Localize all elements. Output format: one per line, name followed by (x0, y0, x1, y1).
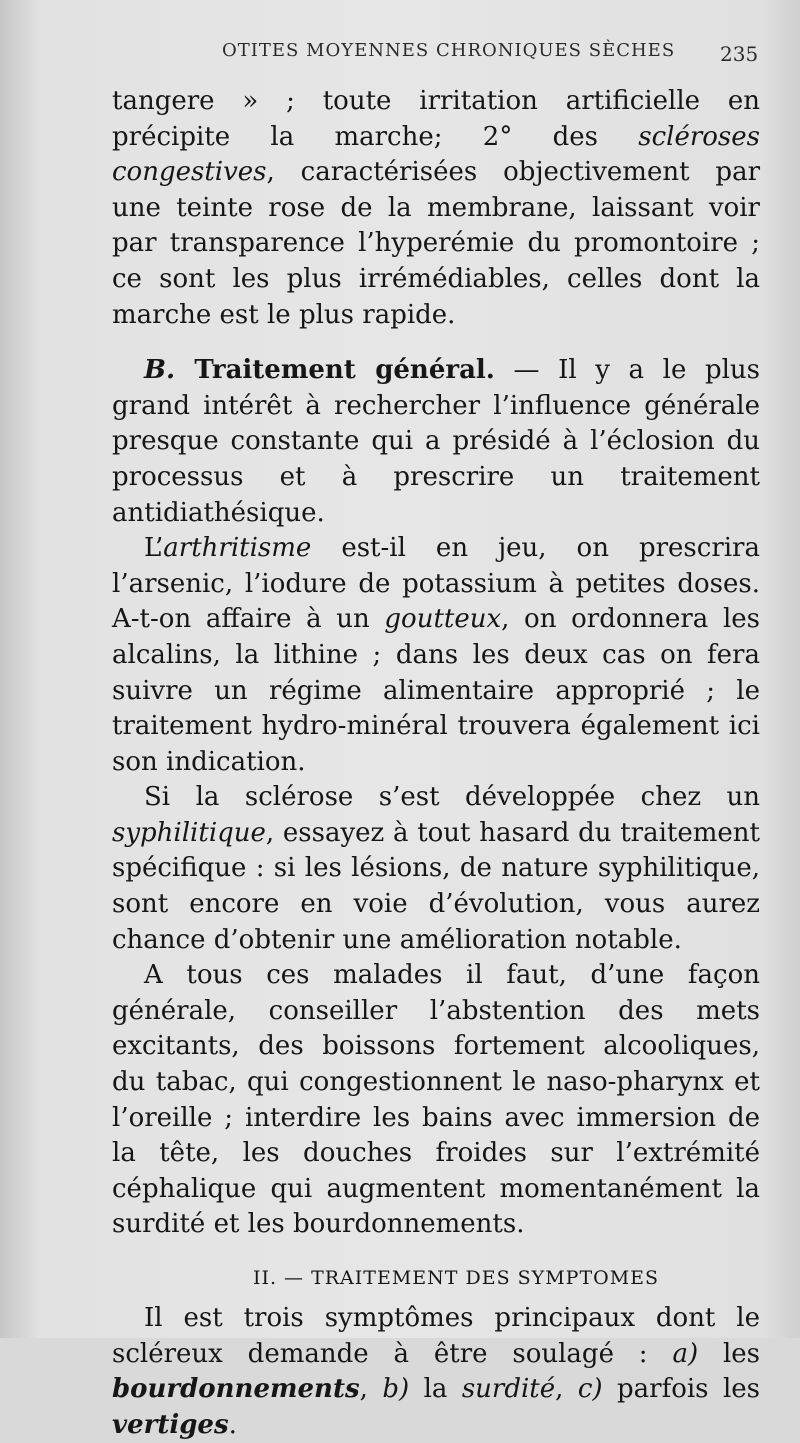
subsection-title: Traitement général. (175, 355, 495, 386)
text-run: est-il en jeu, on prescrira l’arsenic, l’iodure de potassium à petites doses. A-t-on affaire à un (112, 533, 760, 635)
italic-term: arthritisme (163, 533, 312, 564)
section-heading: II. — TRAITEMENT DES SYMPTOMES (252, 1267, 660, 1289)
italic-term: goutteux (384, 604, 502, 635)
italic-term: syphilitique (112, 817, 266, 848)
italic-term: bourdonnements (112, 1374, 360, 1405)
running-title: OTITES MOYENNES CHRONIQUES SÈCHES (222, 40, 676, 61)
paragraph-syphilitic (112, 780, 760, 958)
text-run: . (228, 1409, 237, 1440)
italic-term: vertiges (112, 1409, 229, 1440)
paragraph-arthritism (112, 531, 760, 780)
page-number: 235 (720, 42, 759, 66)
section-letter: B. (144, 355, 176, 386)
text-run: , essayez à tout hasard du traitement spécifique : si les lésions, de nature syphilitique, sont encore en voie d’évolution, vous aurez chance d’obtenir une amélioration notable. (112, 817, 760, 955)
italic-term: a) (672, 1338, 699, 1369)
italic-term: b) (382, 1374, 410, 1405)
page-header (0, 40, 800, 74)
text-run: , caractérisées objectivement par une teinte rose de la membrane, laissant voir par transparence l’hyperémie du promontoire ; ce sont les plus irrémédiables, celles dont la marche est le plus rapide. (112, 157, 760, 330)
italic-term: scléroses congestives (112, 121, 760, 188)
italic-term: surdité (461, 1374, 556, 1405)
text-run: , (359, 1374, 383, 1405)
text-run: , on ordonnera les alcalins, la lithine ; dans les deux cas on fera suivre un régime alimentaire approprié ; le traitement hydro-minéral trouvera également ici son indication. (112, 604, 760, 777)
body-text (112, 84, 760, 1443)
paragraph-congestive-scleroses (112, 84, 760, 333)
italic-term: c) (577, 1374, 603, 1405)
text-run: parfois les (602, 1374, 761, 1405)
text-run: — Il y a le plus grand intérêt à rechercher l’influence générale presque constante qui a présidé à l’éclosion du processus et à prescrire un traitement antidiathésique. (112, 355, 760, 528)
text-run: tangere » ; toute irritation artificielle en précipite la marche; 2° des (112, 86, 760, 152)
text-run: Si la sclérose s’est développée chez un (144, 782, 760, 813)
paragraph-main-symptoms (112, 1301, 760, 1443)
text-run: Il est trois symptômes principaux dont le scléreux demande à être soulagé : (112, 1303, 760, 1369)
paragraph-general-treatment (112, 353, 760, 531)
paragraph-general-advice: A tous ces malades il faut, d’une façon générale, conseiller l’abstention des mets excitants, des boissons fortement alcooliques, du tabac, qui congestionnent le naso-pharynx et l’oreille ; interdire les bains avec immersion de la tête, les douches froides sur l’extrémité céphalique qui augmentent momentanément la surdité et les bourdonnements. (112, 960, 760, 1240)
text-run: , (555, 1374, 578, 1405)
text-run: la (409, 1374, 462, 1405)
text-run: les (698, 1338, 760, 1369)
text-run: L’ (144, 533, 164, 564)
